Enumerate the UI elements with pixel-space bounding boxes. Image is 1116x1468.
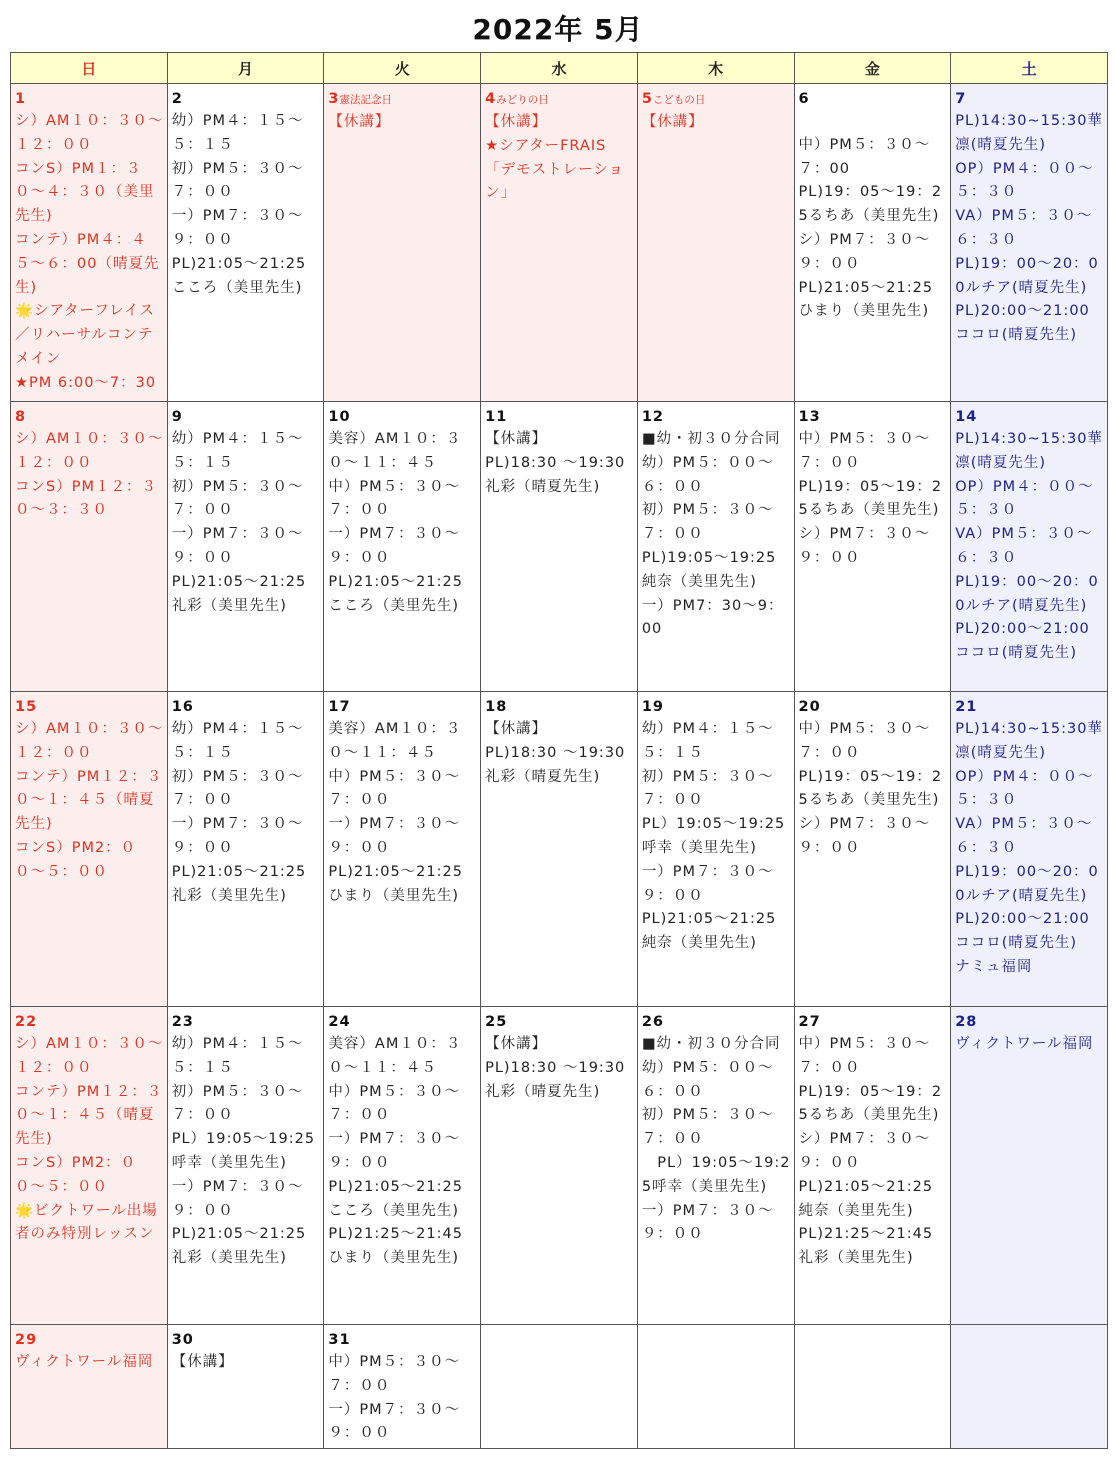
day-number: 16: [171, 699, 194, 715]
day-number: 29: [15, 1332, 38, 1348]
schedule-entry: シ）PM７：３０〜９：００: [798, 816, 931, 856]
day-number-line: [15, 696, 164, 718]
schedule-entry: 幼）PM４：１５〜５：１５: [171, 113, 304, 153]
schedule-entry: 一）PM7：30〜9：00: [641, 597, 784, 638]
schedule-entry: ■幼・初３０分合同: [641, 431, 781, 447]
day-cell: [951, 84, 1108, 402]
day-number-line: [955, 1011, 1104, 1033]
schedule-entry: PL)19：00〜20：00ルチア(晴夏先生): [955, 255, 1099, 296]
day-number: 10: [328, 409, 351, 425]
day-number-line: [172, 1011, 321, 1033]
schedule-entry: 中）PM５：３０〜７：００: [328, 478, 461, 519]
day-cell: [11, 1007, 168, 1325]
day-number-line: [15, 406, 164, 428]
schedule-entry: PL)19：00〜20：00ルチア(晴夏先生): [955, 863, 1099, 904]
calendar-grid: [10, 52, 1108, 1449]
day-number: 7: [955, 91, 967, 107]
day-cell: [481, 402, 638, 692]
holiday-name: みどりの日: [496, 94, 549, 106]
schedule-entry: 一）PM７：３０〜９：００: [328, 1131, 461, 1171]
weekday-sunday: 日: [11, 53, 168, 84]
schedule-entry: シ）PM７：３０〜９：００: [798, 1131, 931, 1171]
schedule-entry: シ）AM１０：３０〜１２：００: [15, 1036, 164, 1076]
day-number: 18: [485, 699, 508, 715]
schedule-entry: シ）PM７：３０〜９：００: [798, 526, 931, 566]
schedule-entry: PL)19：05〜19：25るちあ（美里先生): [798, 1083, 943, 1124]
day-cell: [637, 1007, 794, 1325]
day-number-line: [172, 696, 321, 718]
day-number: 3: [328, 91, 340, 107]
day-cell: [167, 402, 324, 692]
schedule-entry: シ）AM１０：３０〜１２：００: [15, 113, 164, 153]
day-number-line: [485, 1011, 634, 1033]
schedule-entry: 初）PM５：３０〜７：００: [641, 1107, 774, 1148]
day-cell: [794, 692, 951, 1007]
weekday-header-row: [11, 53, 1108, 84]
day-cell: [794, 1007, 951, 1325]
calendar-title: 2022年 5月: [472, 13, 644, 46]
day-number-line: [799, 1011, 948, 1033]
day-number-line: [172, 406, 321, 428]
day-number-line: [328, 1011, 477, 1033]
day-number: 14: [955, 409, 978, 425]
schedule-entry: シ）AM１０：３０〜１２：００: [15, 721, 164, 761]
day-number: 11: [485, 409, 508, 425]
schedule-entry: 中）PM５：３０〜７：00: [798, 136, 931, 177]
day-cell: [324, 402, 481, 692]
schedule-entry: 中）PM５：３０〜７：００: [328, 1354, 461, 1394]
day-cell: [11, 692, 168, 1007]
day-number: 15: [15, 699, 38, 715]
schedule-entry: OP）PM４：００〜５：３０: [955, 160, 1094, 201]
schedule-entry: PL）19:05〜19:25呼幸（美里先生): [171, 1131, 316, 1171]
day-number: 28: [955, 1014, 978, 1030]
schedule-entry: PL)21:05〜21:25こころ（美里先生): [328, 1178, 463, 1219]
day-number: 12: [641, 409, 664, 425]
schedule-entry: コンS）PM１：３０〜４：３０（美里先生): [15, 160, 155, 225]
schedule-entry: ヴィクトワール福岡: [15, 1354, 154, 1370]
day-number: 4: [485, 91, 497, 107]
empty-day-cell: [794, 1325, 951, 1449]
day-cell: [324, 84, 481, 402]
schedule-entry: [799, 110, 948, 134]
day-number-line: [485, 406, 634, 428]
schedule-entry: 一）PM７：３０〜９：００: [641, 1202, 774, 1243]
day-cell: [167, 692, 324, 1007]
day-cell: [951, 402, 1108, 692]
day-number: 19: [641, 699, 664, 715]
day-number-line: [642, 406, 791, 428]
day-cell: [794, 402, 951, 692]
schedule-entry: VA）PM５：３０〜６：３０: [955, 208, 1093, 248]
day-cell: [794, 84, 951, 402]
schedule-entry: PL)21:05〜21:25こころ（美里先生): [328, 573, 463, 614]
day-number-line: [15, 88, 164, 110]
schedule-entry: 🌟ビクトワール出場者のみ特別レッスン: [15, 1202, 158, 1243]
schedule-entry: PL)18:30 〜19:30礼彩（晴夏先生): [485, 454, 626, 495]
schedule-entry: OP）PM４：００〜５：３０: [955, 478, 1094, 519]
week-row: [11, 692, 1108, 1007]
day-cell: [11, 402, 168, 692]
calendar-body: [11, 84, 1108, 1449]
schedule-entry: 【休講】: [171, 1354, 234, 1370]
schedule-entry: 幼）PM４：１５〜５：１５: [171, 1036, 304, 1076]
day-cell: [951, 692, 1108, 1007]
schedule-entry: 幼）PM４：１５〜５：１５: [641, 721, 774, 761]
schedule-entry: 中）PM５：３０〜７：００: [798, 431, 931, 471]
schedule-entry: PL)19：05〜19：25るちあ（美里先生): [798, 768, 943, 809]
holiday-name: 憲法記念日: [339, 94, 392, 106]
day-number: 13: [798, 409, 821, 425]
schedule-entry: 初）PM５：３０〜７：００: [171, 478, 304, 519]
schedule-entry: コンテ）PM１２：３０〜１：４５（晴夏先生): [15, 1083, 163, 1148]
schedule-entry: ヴィクトワール福岡: [955, 1036, 1094, 1052]
schedule-entry: 初）PM５：３０〜７：００: [641, 768, 774, 809]
schedule-entry: PL）19:05〜19:25呼幸（美里先生): [641, 1154, 791, 1195]
week-row: [11, 1007, 1108, 1325]
schedule-entry: ★PM 6:00〜7：30: [15, 374, 157, 391]
schedule-entry: 幼）PM５：００〜６：００: [641, 454, 774, 495]
weekday-wednesday: 水: [481, 53, 638, 84]
schedule-entry: コンS）PM2：００〜５：００: [15, 1154, 137, 1195]
schedule-entry: PL）19:05〜19:25呼幸（美里先生): [641, 816, 786, 856]
empty-day-cell: [637, 1325, 794, 1449]
schedule-entry: VA）PM５：３０〜６：３０: [955, 816, 1093, 856]
day-number-line: [328, 406, 477, 428]
day-cell: [324, 1325, 481, 1449]
schedule-entry: PL)19:05〜19:25純奈（美里先生): [641, 549, 777, 590]
schedule-entry: 幼）PM４：１５〜５：１５: [171, 431, 304, 471]
schedule-entry: ■幼・初３０分合同: [641, 1036, 781, 1052]
day-cell: [481, 84, 638, 402]
day-cell: [481, 1007, 638, 1325]
schedule-entry: PL)20:00〜21:00ココロ(晴夏先生): [955, 911, 1090, 952]
day-number-line: [642, 1011, 791, 1033]
schedule-entry: 【休講】: [485, 431, 548, 447]
schedule-entry: PL)21:05〜21:25 純奈（美里先生): [641, 911, 782, 952]
weekday-friday: 金: [794, 53, 951, 84]
day-number: 30: [171, 1332, 194, 1348]
day-number-line: [172, 1329, 321, 1351]
weekday-saturday: 土: [951, 53, 1108, 84]
day-number-line: [955, 696, 1104, 718]
day-number-line: [15, 1329, 164, 1351]
day-number: 2: [171, 91, 183, 107]
schedule-entry: 一）PM７：３０〜９：００: [171, 1178, 304, 1219]
schedule-entry: PL)21:05〜21:25礼彩（美里先生): [171, 863, 307, 904]
day-number-line: [799, 696, 948, 718]
schedule-entry: 一）PM７：３０〜９：００: [171, 208, 304, 248]
day-number-line: [328, 88, 477, 111]
day-cell: [11, 1325, 168, 1449]
schedule-entry: ナミュ福岡: [955, 958, 1033, 975]
schedule-entry: シ）AM１０：３０〜１２：００: [15, 431, 164, 471]
day-cell: [167, 1007, 324, 1325]
day-cell: [637, 84, 794, 402]
day-cell: [481, 692, 638, 1007]
schedule-entry: 中）PM５：３０〜７：００: [328, 768, 461, 809]
day-number-line: [642, 696, 791, 718]
schedule-entry: PL)21:05〜21:25こころ（美里先生): [171, 255, 307, 296]
schedule-entry: 一）PM７：３０〜９：００: [171, 526, 304, 566]
day-number-line: [485, 88, 634, 111]
schedule-entry: 中）PM５：３０〜７：００: [798, 1036, 931, 1076]
day-number-line: [328, 1329, 477, 1351]
day-number: 22: [15, 1014, 38, 1030]
week-row: [11, 1325, 1108, 1449]
schedule-entry: コンS）PM2：００〜５：００: [15, 839, 137, 880]
empty-day-cell: [481, 1325, 638, 1449]
day-number-line: [15, 1011, 164, 1033]
schedule-entry: PL)21:25〜21:45ひまり（美里先生): [328, 1226, 463, 1267]
day-number: 26: [641, 1014, 664, 1030]
schedule-entry: 美容）AM１０：３０〜１１：４５: [328, 431, 462, 471]
day-cell: [637, 692, 794, 1007]
schedule-entry: PL)21:05〜21:25 純奈（美里先生): [798, 1178, 939, 1219]
day-cell: [167, 1325, 324, 1449]
week-row: [11, 84, 1108, 402]
holiday-name: こどもの日: [652, 94, 706, 106]
schedule-entry: 一）PM７：３０〜９：００: [328, 526, 461, 566]
day-number-line: [799, 406, 948, 428]
schedule-entry: 幼）PM５：００〜６：００: [641, 1059, 774, 1100]
day-cell: [167, 84, 324, 402]
schedule-entry: 【休講】: [328, 114, 391, 130]
schedule-entry: PL)20:00〜21:00ココロ(晴夏先生): [955, 303, 1090, 344]
schedule-entry: PL)19：05〜19：25るちあ（美里先生): [798, 184, 943, 225]
schedule-entry: 初）PM５：３０〜７：００: [171, 160, 304, 201]
schedule-entry: PL)18:30 〜19:30礼彩（晴夏先生): [485, 1059, 626, 1100]
day-number-line: [955, 88, 1104, 110]
schedule-entry: 中）PM５：３０〜７：００: [798, 721, 931, 761]
schedule-entry: 🌟シアターフレイス／リハーサルコンテメイン: [15, 303, 155, 367]
schedule-entry: 初）PM５：３０〜７：００: [171, 1083, 304, 1124]
day-number: 20: [798, 699, 821, 715]
day-number: 8: [15, 409, 27, 425]
schedule-entry: コンS）PM１２：３０〜３：３０: [15, 478, 157, 519]
schedule-entry: 初）PM５：３０〜７：００: [641, 502, 774, 543]
day-number: 31: [328, 1332, 351, 1348]
schedule-entry: 美容）AM１０：３０〜１１：４５: [328, 1036, 462, 1076]
schedule-entry: 一）PM７：３０〜９：００: [328, 816, 461, 856]
schedule-entry: 【休講】: [485, 1036, 548, 1052]
day-cell: [11, 84, 168, 402]
schedule-entry: 初）PM５：３０〜７：００: [171, 768, 304, 809]
weekday-tuesday: 火: [324, 53, 481, 84]
day-number: 9: [171, 409, 183, 425]
day-number: 6: [798, 91, 810, 107]
schedule-entry: PL)18:30 〜19:30礼彩（晴夏先生): [485, 744, 626, 785]
schedule-entry: 美容）AM１０：３０〜１１：４５: [328, 721, 462, 761]
day-number: 17: [328, 699, 351, 715]
schedule-entry: ★シアターFRAIS「デモストレーション」: [485, 137, 625, 202]
schedule-entry: 一）PM７：３０〜９：００: [171, 816, 304, 856]
day-number-line: [485, 696, 634, 718]
day-number-line: [642, 88, 791, 111]
day-number-line: [955, 406, 1104, 428]
schedule-entry: PL)14:30~15:30華凛(晴夏先生): [955, 721, 1103, 761]
schedule-entry: 幼）PM４：１５〜５：１５: [171, 721, 304, 761]
day-cell: [324, 692, 481, 1007]
schedule-entry: 【休講】: [641, 114, 704, 130]
schedule-entry: PL)14:30~15:30華凛(晴夏先生): [955, 431, 1103, 471]
schedule-entry: 【休講】: [485, 721, 548, 737]
weekday-monday: 月: [167, 53, 324, 84]
day-number: 23: [171, 1014, 194, 1030]
day-number-line: [328, 696, 477, 718]
day-number-line: [172, 88, 321, 110]
empty-day-cell: [951, 1325, 1108, 1449]
day-number: 21: [955, 699, 978, 715]
week-row: [11, 402, 1108, 692]
schedule-entry: PL)21:25〜21:45 礼彩（美里先生): [798, 1226, 939, 1267]
schedule-entry: PL)20:00〜21:00ココロ(晴夏先生): [955, 621, 1090, 662]
schedule-entry: PL)21:05〜21:25礼彩（美里先生): [171, 1226, 307, 1267]
schedule-entry: PL)21:05〜21:25ひまり（美里先生): [328, 863, 463, 904]
schedule-entry: 中）PM５：３０〜７：００: [328, 1083, 461, 1124]
day-cell: [951, 1007, 1108, 1325]
schedule-entry: PL)21:05〜21:25礼彩（美里先生): [171, 573, 307, 614]
schedule-entry: コンテ）PM１２：３０〜１：４５（晴夏先生): [15, 768, 163, 833]
schedule-entry: VA）PM５：３０〜６：３０: [955, 526, 1093, 566]
schedule-entry: コンテ）PM４：４５〜６：00（晴夏先生): [15, 231, 160, 296]
day-number-line: [799, 88, 948, 110]
schedule-entry: OP）PM４：００〜５：３０: [955, 768, 1094, 809]
schedule-entry: シ）PM７：３０〜９：００: [798, 231, 931, 272]
day-number: 27: [798, 1014, 821, 1030]
schedule-entry: PL)19：00〜20：00ルチア(晴夏先生): [955, 573, 1099, 614]
schedule-entry: PL)19：05〜19：25るちあ（美里先生): [798, 478, 943, 519]
weekday-thursday: 木: [637, 53, 794, 84]
schedule-entry: 一）PM７：３０〜９：００: [641, 863, 774, 904]
schedule-entry: 【休講】: [485, 114, 548, 130]
day-cell: [324, 1007, 481, 1325]
day-number: 1: [15, 91, 27, 107]
day-number: 24: [328, 1014, 351, 1030]
day-cell: [637, 402, 794, 692]
schedule-entry: PL)14:30~15:30華凛(晴夏先生): [955, 113, 1103, 153]
day-number: 25: [485, 1014, 508, 1030]
schedule-entry: PL)21:05〜21:25ひまり（美里先生): [798, 279, 934, 320]
day-number: 5: [641, 91, 653, 107]
schedule-entry: 一）PM７：３０〜９：００: [328, 1401, 461, 1442]
